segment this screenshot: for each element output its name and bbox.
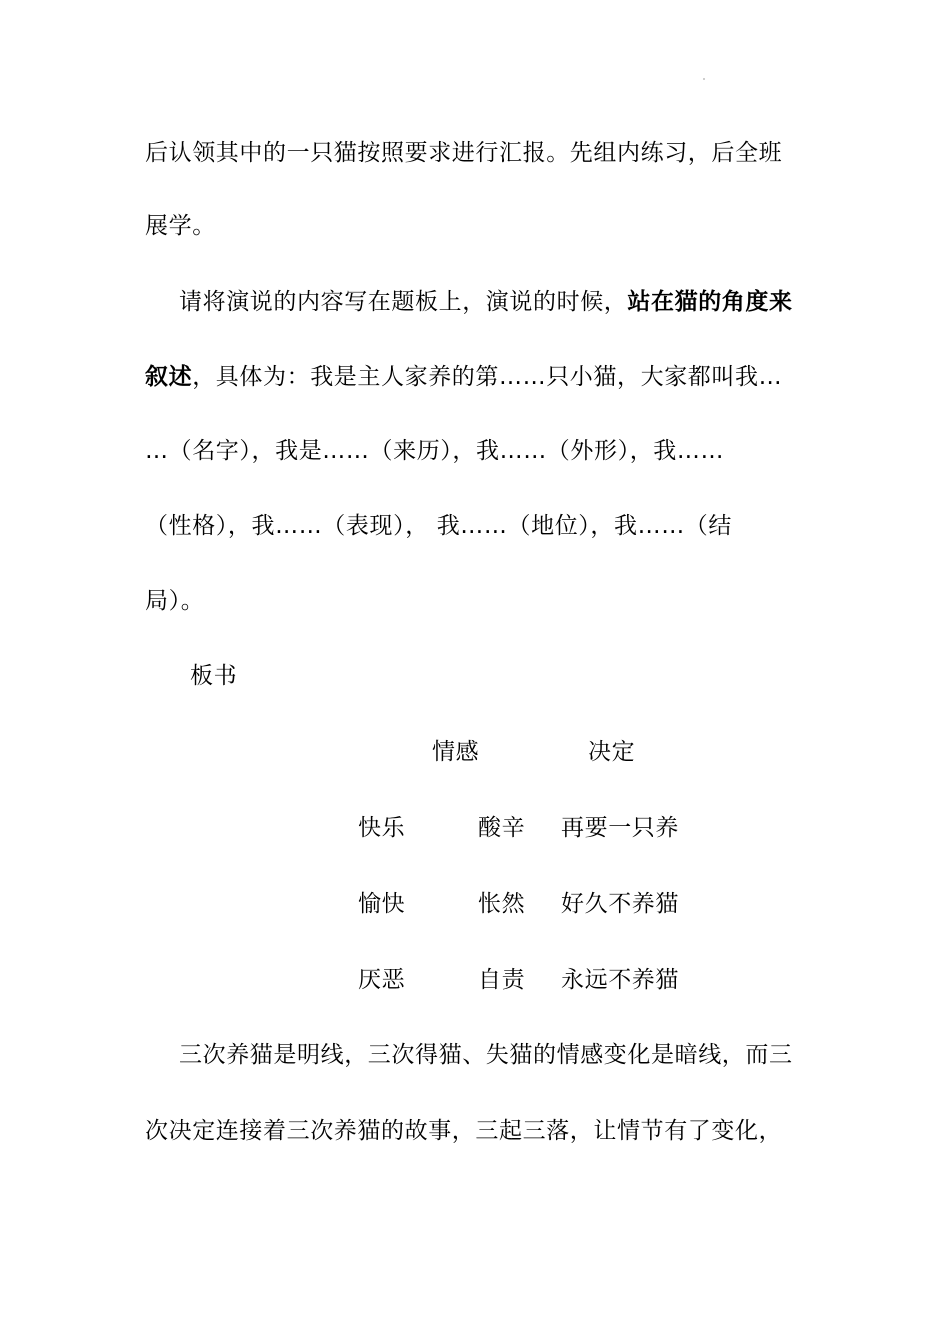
- board-row-1-loss: 酸辛: [478, 815, 526, 841]
- page-speck: [703, 78, 705, 80]
- instruction-text: 请将演说的内容写在题板上，演说的时候，: [179, 289, 628, 315]
- board-heading: 板书: [190, 663, 238, 689]
- board-header-emotion: 情感: [432, 739, 480, 765]
- board-header-decision: 决定: [588, 739, 636, 765]
- emphasis-text-continued: 叙述: [145, 364, 193, 390]
- board-row-1-gain: 快乐: [358, 815, 406, 841]
- board-row-3-gain: 厌恶: [358, 967, 406, 993]
- paragraph-2-line-3: …（名字），我是……（来历），我……（外形），我……: [145, 438, 725, 464]
- paragraph-3-line-2: 次决定连接着三次养猫的故事，三起三落，让情节有了变化，: [145, 1118, 783, 1144]
- paragraph-1-line-1: 后认领其中的一只猫按照要求进行汇报。先组内练习，后全班: [145, 140, 783, 166]
- paragraph-2-line-2: [145, 362, 815, 392]
- board-row-3-decision: 永远不养猫: [561, 967, 679, 993]
- board-row-1-decision: 再要一只养: [561, 815, 679, 841]
- board-row-2-loss: 怅然: [478, 891, 526, 917]
- board-row-2-decision: 好久不养猫: [561, 891, 679, 917]
- paragraph-2-line-4: （性格），我……（表现）， 我……（地位），我……（结: [145, 513, 733, 539]
- paragraph-2-line-1: [179, 287, 849, 317]
- paragraph-2-line-5: 局）。: [145, 588, 205, 614]
- paragraph-3-line-1: 三次养猫是明线，三次得猫、失猫的情感变化是暗线，而三: [179, 1042, 793, 1068]
- emphasis-text: 站在猫的角度来: [627, 289, 793, 315]
- paragraph-1-line-2: 展学。: [145, 213, 216, 239]
- board-row-3-loss: 自责: [478, 967, 526, 993]
- template-text: ，具体为：我是主人家养的第……只小猫，大家都叫我…: [192, 364, 783, 390]
- board-row-2-gain: 愉快: [358, 891, 406, 917]
